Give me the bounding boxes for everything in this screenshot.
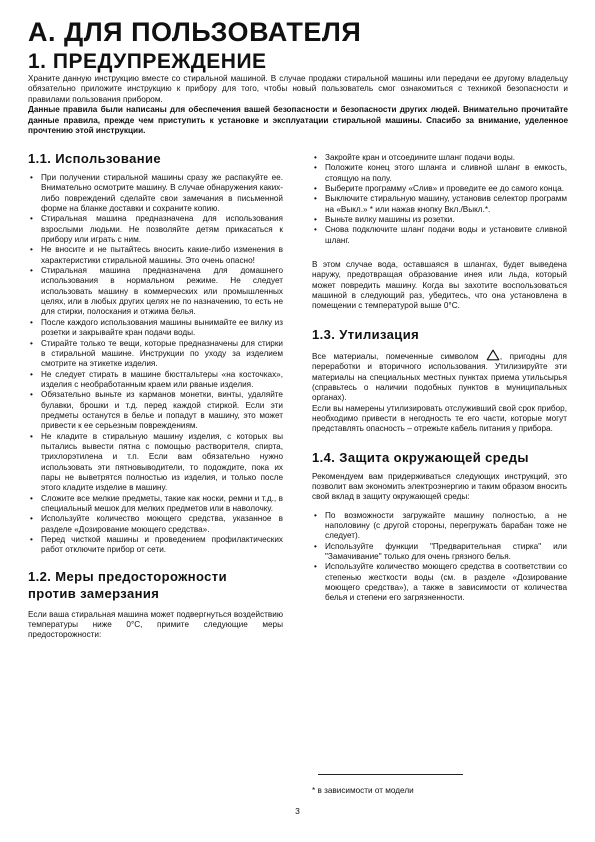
usage-item [28,535,283,556]
usage-item-text: Сложите все мелкие предметы, такие как носки, ремни и т.д., в специальный мешок для мелких предметов или в наволочку. [41,493,283,513]
environment-item [312,511,567,542]
frost-list [312,153,567,246]
page-number: 3 [295,806,300,816]
frost-heading [28,568,283,602]
bullet-marker: • [314,163,317,173]
section-heading-warning: 1. ПРЕДУПРЕЖДЕНИЕ [28,50,267,73]
usage-item-text: Не кладите в стиральную машину изделия, с которых вы пытались вывести пятна с помощью растворителя, спирта, трихлорэтилена и т.п. Если вам обязательно нужно использовать эти пятновыводители, то подождите, пока их пары не выветрятся полностью из изделия, и только после этого кладите изделие в машину. [41,431,283,493]
usage-item [28,266,283,318]
environment-item-text: По возможности загружайте машину полностью, а не наполовину (с другой стороны, перегружать барабан тоже не следует). [325,510,567,541]
frost-item-text: Выключите стиральную машину, установив селектор программ на «Выкл.» * или нажав кнопку Вкл./Выкл.*. [325,194,567,214]
usage-item-text: Стирайте только те вещи, которые предназначены для стирки в стиральной машине. Инструкции по уходу за изделием смотрите на этикетке изделия. [41,338,283,369]
bullet-marker: • [30,535,33,545]
usage-item [28,339,283,370]
disposal-paragraph [312,349,567,404]
usage-item [28,432,283,494]
intro-bold-paragraph: Данные правила были написаны для обеспечения вашей безопасности и безопасности других людей. Внимательно прочитайте данные правила, прежде чем приступить к установке и эксплуатации стиральной машины. Спасибо за внимание, уделенное прочтению этой инструкции. [28,105,568,136]
usage-item-text: Не следует стирать в машине бюстгальтеры «на косточках», изделия с необработанным краем или рваные изделия. [41,369,283,389]
environment-item-text: Используйте функции "Предварительная стирка" или "Замачивание" только для очень грязного белья. [325,541,567,561]
bullet-marker: • [30,431,33,441]
environment-intro: Рекомендуем вам придерживаться следующих инструкций, это позволит вам экономить электроэнергию и таким образом вносить свой вклад в защиту окружающей среды: [312,471,567,502]
usage-item [28,318,283,339]
frost-item-text: Выберите программу «Слив» и проведите ее до самого конца. [325,184,565,194]
frost-heading-line2: против замерзания [28,585,160,601]
footnote-divider [318,774,463,775]
usage-item [28,173,283,214]
bullet-marker: • [30,173,33,182]
bullet-marker: • [30,493,33,503]
bullet-marker: • [314,225,317,235]
bullet-marker: • [314,510,317,520]
frost-intro: Если ваша стиральная машина может подвергнуться воздействию температуры ниже 0°С, примите следующие меры предосторожности: [28,609,283,640]
bullet-marker: • [314,562,317,572]
bullet-marker: • [30,390,33,400]
intro-block [28,74,568,136]
bullet-marker: • [314,153,317,162]
page-title: А. ДЛЯ ПОЛЬЗОВАТЕЛЯ [28,17,362,47]
bullet-marker: • [314,194,317,204]
frost-item-text: Снова подключите шланг подачи воды и установите сливной шланг. [325,225,567,245]
usage-item-text: Обязательно выньте из карманов монетки, винты, удаляйте булавки, брошки и т.д. перед каждой стиркой. Если эти предметы останутся в белье и попадут в машину, это может привести к ее серьезным повреждениям. [41,390,283,431]
usage-item-text: После каждого использования машины вынимайте ее вилку из розетки и закрывайте кран подачи воды. [41,317,283,338]
usage-item [28,245,283,266]
frost-after: В этом случае вода, оставшаяся в шлангах, будет выведена наружу, предотвращая образование инея или льда, который может повредить машину. Когда вы захотите воспользоваться машиной в следующий раз, убедитесь, что она установлена в помещении с температурой выше 0°С. [312,260,567,311]
frost-item-text: Положите конец этого шланга и сливной шланг в емкость, стоящую на полу. [325,163,567,183]
bullet-marker: • [30,369,33,379]
frost-item [312,194,567,215]
bullet-marker: • [30,266,33,276]
usage-item [28,370,283,391]
usage-item-text: Стиральная машина предназначена для использования взрослыми людьми. Не позволяйте детям прикасаться к прибору или играть с ним. [41,214,283,245]
frost-item [312,163,567,184]
environment-heading: 1.4. Защита окружающей среды [312,449,529,465]
disposal-heading: 1.3. Утилизация [312,326,420,342]
frost-item [312,184,567,194]
usage-item-text: Стиральная машина предназначена для домашнего использования в нормальном режиме. Не следует использовать машину в коммерческих или промышленных целях, или в любых других целях не по назначению, то есть не для стирки, полоскания и отжима белья. [41,266,283,317]
usage-heading: 1.1. Использование [28,151,161,166]
environment-item [312,562,567,603]
bullet-marker: • [30,214,33,224]
bullet-marker: • [30,338,33,348]
environment-item-text: Используйте количество моющего средства в соответствии со степенью жесткости воды (см. в разделе «Дозирование моющего средства»), а также в зависимости от количества белья и степени его загрязненности. [325,562,567,603]
frost-item-text: Закройте кран и отсоедините шланг подачи воды. [325,153,515,162]
bullet-marker: • [30,245,33,255]
usage-item [28,514,283,535]
disposal-paragraph-2: Если вы намерены утилизировать отслуживший свой срок прибор, необходимо привести в негодность те его части, которые могут представлять опасность – отрежьте кабель питания у прибора. [312,403,567,434]
intro-paragraph: Храните данную инструкцию вместе со стиральной машиной. В случае продажи стиральной машины или передачи ее другому владельцу обязательно приложите инструкцию к прибору для того, чтобы новый пользователь смог ознакомиться с техникой безопасности и правилами пользования прибором. [28,74,568,104]
frost-item [312,215,567,225]
usage-item [28,494,283,515]
usage-item-text: Перед чисткой машины и проведением профилактических работ отключите прибор от сети. [41,535,283,555]
environment-item [312,542,567,563]
right-column [312,153,567,604]
usage-list [28,173,283,556]
usage-item [28,214,283,245]
environment-list [312,511,567,604]
bullet-marker: • [314,184,317,194]
bullet-marker: • [314,541,317,551]
recycle-icon [486,349,500,361]
usage-item-text: Не вносите и не пытайтесь вносить какие-либо изменения в характеристики стиральной машины. Это очень опасно! [41,245,283,265]
bullet-marker: • [30,317,33,327]
usage-item [28,390,283,431]
frost-item [312,153,567,163]
usage-item-text: При получении стиральной машины сразу же распакуйте ее. Внимательно осмотрите машину. В случае обнаружения каких-либо повреждений сделайте свои замечания в письменной форме на бланке доставки и сохраните копию. [41,173,283,214]
bullet-marker: • [30,514,33,524]
left-column [28,150,283,641]
frost-heading-line1: 1.2. Меры предосторожности [28,568,227,584]
frost-item-text: Выньте вилку машины из розетки. [325,215,455,225]
disposal-text-before: Все материалы, помеченные символом [312,351,479,361]
usage-item-text: Используйте количество моющего средства, указанное в разделе «Дозирование моющего средства». [41,514,283,534]
bullet-marker: • [314,215,317,225]
footnote: * в зависимости от модели [312,786,414,795]
disposal-text-after: , пригодны для переработки и вторичного использования. Утилизируйте эти материалы на специальных местных пунктах приема утильсырья (справьтесь о наличии подобных пунктов в муниципальных органах). [312,351,567,403]
frost-item [312,225,567,246]
